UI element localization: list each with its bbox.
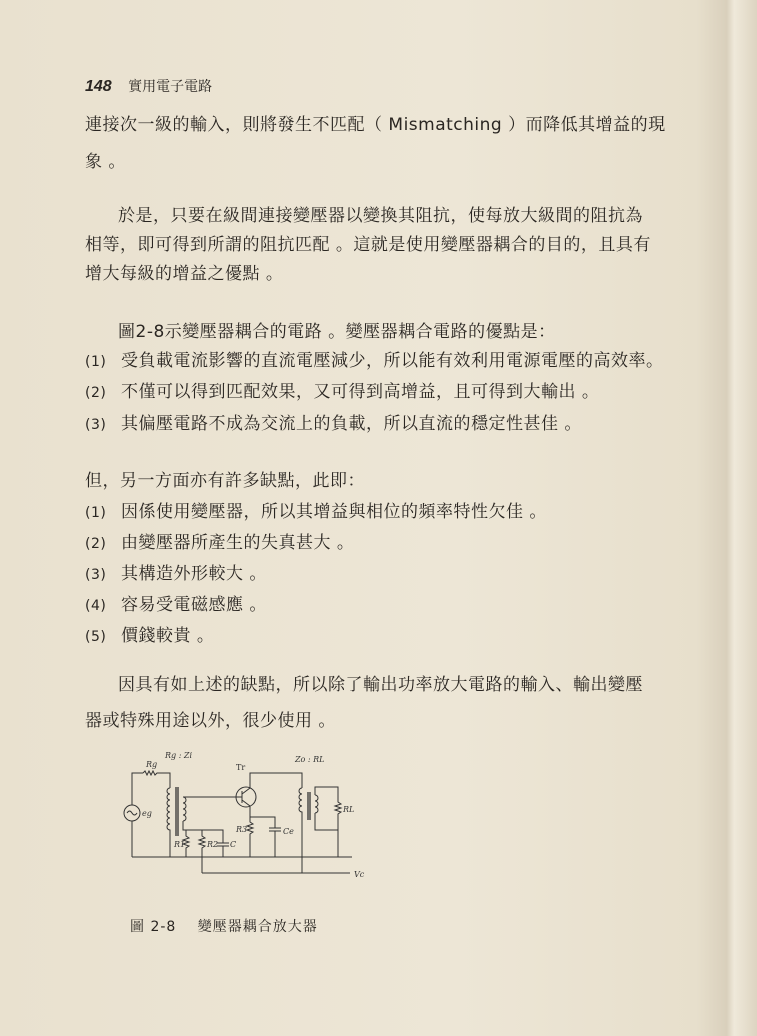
- label-vc: Vc: [354, 870, 365, 879]
- list-item: [85, 621, 214, 646]
- label-c: C: [230, 840, 237, 849]
- item-number: (2): [85, 385, 107, 401]
- item-text: 因係使用變壓器，所以其增益與相位的頻率特性欠佳 。: [121, 502, 547, 522]
- item-text: 由變壓器所產生的失真甚大 。: [121, 533, 355, 553]
- para1-line: 象 。: [85, 152, 126, 172]
- label-r2: R2: [207, 840, 219, 849]
- page-header: [85, 76, 212, 96]
- list-item: [85, 559, 267, 584]
- para2-line: 增大每級的增益之優點 。: [85, 264, 284, 284]
- item-text: 受負載電流影響的直流電壓減少，所以能有效利用電源電壓的高效率。: [121, 351, 664, 371]
- label-zo-rl: Zo : RL: [295, 755, 325, 764]
- list-item: [85, 346, 664, 371]
- figure-title: 變壓器耦合放大器: [197, 919, 318, 935]
- item-number: (3): [85, 417, 107, 433]
- label-r3: R3: [236, 825, 248, 834]
- item-number: (1): [85, 505, 107, 521]
- para1-line: 連接次一級的輸入，則將發生不匹配（ Mismatching ）而降低其增益的現: [85, 115, 666, 135]
- para3-line: 因具有如上述的缺點，所以除了輸出功率放大電路的輸入、輸出變壓: [118, 675, 643, 695]
- label-rg: Rg: [146, 760, 158, 769]
- para3-line: 器或特殊用途以外，很少使用 。: [85, 711, 336, 731]
- label-r1: R1: [174, 840, 186, 849]
- item-number: (5): [85, 629, 107, 645]
- page-number: 148: [85, 78, 112, 95]
- item-number: (2): [85, 536, 107, 552]
- item-text: 其構造外形較大 。: [121, 564, 267, 584]
- item-text: 容易受電磁感應 。: [121, 595, 267, 615]
- figure-caption: [130, 916, 334, 936]
- list-item: [85, 409, 582, 434]
- item-number: (3): [85, 567, 107, 583]
- para2-line: 於是，只要在級間連接變壓器以變換其阻抗，使每放大級間的阻抗為: [118, 206, 643, 226]
- disadvantages-intro: 但，另一方面亦有許多缺點，此即：: [85, 471, 365, 491]
- label-eg: eg: [142, 809, 152, 818]
- list-item: [85, 590, 267, 615]
- item-number: (4): [85, 598, 107, 614]
- para2-line: 相等，即可得到所謂的阻抗匹配 。這就是使用變壓器耦合的目的，且具有: [85, 235, 651, 255]
- label-rl: RL: [343, 805, 355, 814]
- label-ce: Ce: [283, 827, 294, 836]
- label-tr: Tr: [236, 763, 246, 772]
- list-item: [85, 497, 547, 522]
- item-number: (1): [85, 354, 107, 370]
- advantages-intro: 圖2-8示變壓器耦合的電路 。變壓器耦合電路的優點是：: [118, 322, 556, 342]
- label-rg-zi: Rg : Zi: [165, 751, 193, 760]
- transformer-coupled-amplifier-circuit: [110, 740, 370, 900]
- list-item: [85, 377, 599, 402]
- list-item: [85, 528, 354, 553]
- item-text: 不僅可以得到匹配效果，又可得到高增益，且可得到大輸出 。: [121, 382, 600, 402]
- item-text: 價錢較貴 。: [121, 626, 215, 646]
- book-title: 實用電子電路: [128, 79, 213, 95]
- figure-number: 圖 2-8: [130, 919, 177, 935]
- item-text: 其偏壓電路不成為交流上的負載，所以直流的穩定性甚佳 。: [121, 414, 582, 434]
